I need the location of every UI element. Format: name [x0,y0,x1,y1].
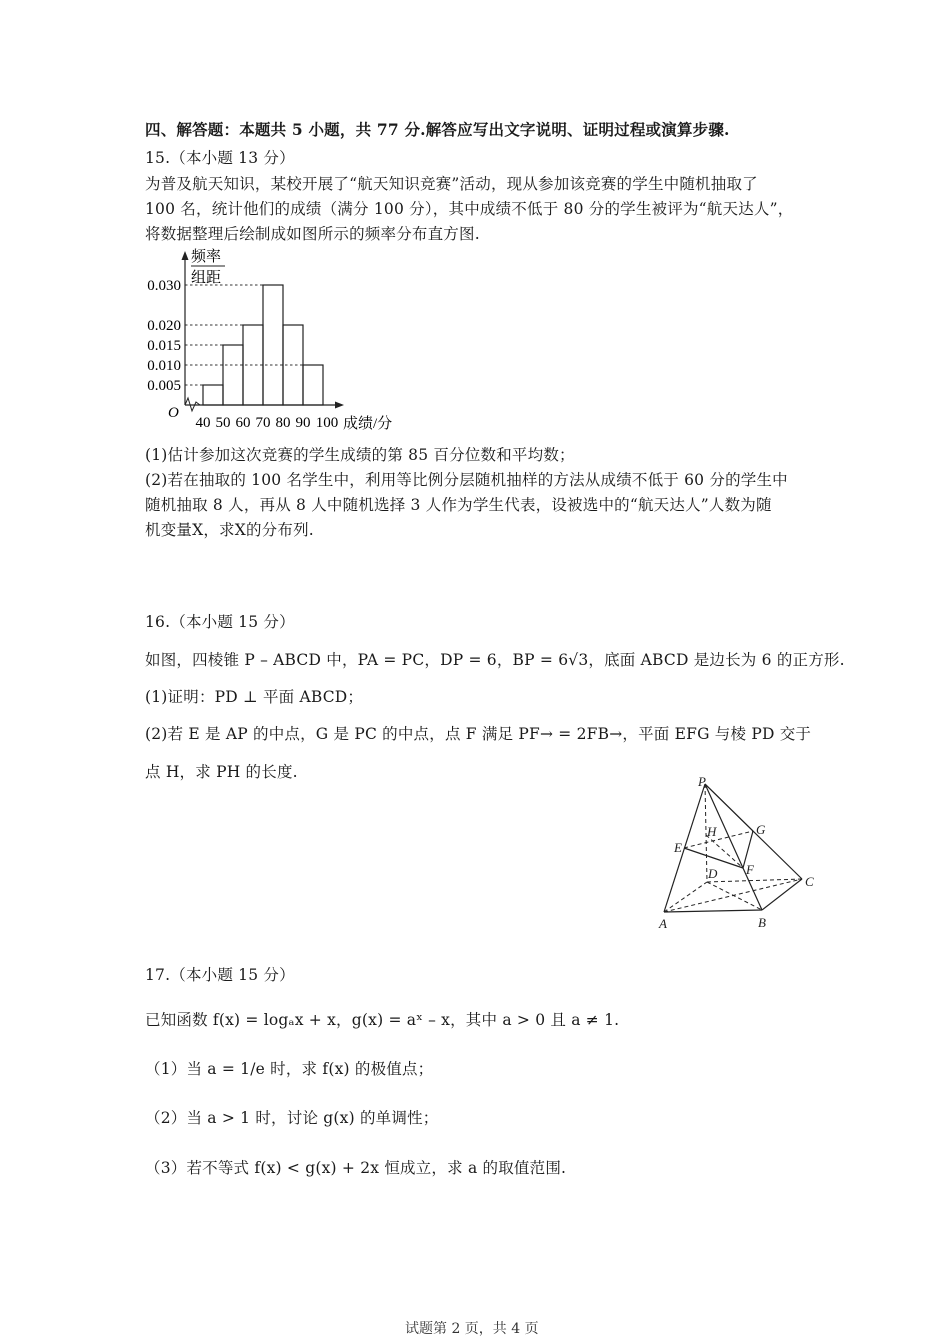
histogram-bar-40-50 [203,385,223,405]
vertex-label-e: E [674,840,682,855]
q17-number: 17.（本小题 15 分） [145,966,295,984]
histogram-bar-50-60 [223,345,243,405]
q17-part-3: （3）若不等式 f(x) < g(x) + 2x 恒成立，求 a 的取值范围. [145,1159,567,1177]
q15-body-line-2: 100 名，统计他们的成绩（满分 100 分），其中成绩不低于 80 分的学生被评为“航天达人”， [145,200,794,218]
y-tick-label: 0.015 [147,338,181,354]
x-tick-label: 80 [275,415,291,431]
y-tick-label: 0.030 [147,278,181,294]
q15-number: 15.（本小题 13 分） [145,149,295,167]
vertex-label-b: B [758,915,766,930]
x-tick-label: 70 [255,415,271,431]
histogram-bar-70-80 [263,285,283,405]
q15-part-1: (1)估计参加这次竞赛的学生成绩的第 85 百分位数和平均数； [145,446,575,464]
q16-part-1: (1)证明：PD ⊥ 平面 ABCD； [145,688,364,706]
x-axis-label: 成绩/分 [343,416,393,432]
y-tick-label: 0.010 [147,358,181,374]
q15-part-2-line-2: 随机抽取 8 人，再从 8 人中随机选择 3 人作为学生代表，设被选中的“航天达人”人数为随 [145,496,772,514]
pyramid-figure [650,772,830,937]
frequency-histogram [138,245,418,435]
x-tick-label: 40 [195,415,211,431]
x-tick-label: 100 [315,415,339,431]
q15-part-2-line-1: (2)若在抽取的 100 名学生中，利用等比例分层随机抽样的方法从成绩不低于 60 分的学生中 [145,471,788,489]
histogram-dashed-guides [185,285,303,385]
y-axis-label-numerator: 频率 [191,249,222,265]
q15-body-line-1: 为普及航天知识，某校开展了“航天知识竞赛”活动，现从参加该竞赛的学生中随机抽取了 [145,175,758,193]
x-tick-label: 50 [215,415,231,431]
y-axis-label-denominator: 组距 [191,270,222,286]
vertex-label-g: G [756,822,766,837]
vertex-label-a: A [659,916,667,931]
vertex-label-f: F [746,862,754,877]
vertex-label-p: P [698,774,706,789]
y-tick-labels [147,278,181,394]
x-tick-label: 60 [235,415,251,431]
vertex-label-h: H [707,824,717,839]
q16-number: 16.（本小题 15 分） [145,613,295,631]
y-axis-arrow [182,251,189,260]
x-tick-label: 90 [295,415,311,431]
vertex-label-d: D [708,866,718,881]
q17-part-1: （1）当 a = 1/e 时，求 f(x) 的极值点； [145,1060,434,1078]
section-header: 四、解答题：本题共 5 小题，共 77 分.解答应写出文字说明、证明过程或演算步骤. [145,120,730,139]
q15-part-2-line-3: 机变量X，求X的分布列. [145,521,314,539]
q17-part-2: （2）当 a > 1 时，讨论 g(x) 的单调性； [145,1109,439,1127]
histogram-bar-90-100 [303,365,323,405]
page-footer: 试题第 2 页，共 4 页 [405,1321,539,1337]
q16-part-2-line-2: 点 H，求 PH 的长度. [145,763,298,781]
x-tick-labels [196,415,339,431]
y-tick-label: 0.020 [147,318,181,334]
q15-body-line-3: 将数据整理后绘制成如图所示的频率分布直方图. [145,225,480,243]
q17-line-1: 已知函数 f(x) = logₐx + x，g(x) = aˣ – x，其中 a > 0 且 a ≠ 1. [145,1011,620,1029]
q16-part-2-line-1: (2)若 E 是 AP 的中点，G 是 PC 的中点，点 F 满足 PF→ = 2FB→，平面 EFG 与棱 PD 交于 [145,725,812,743]
vertex-label-c: C [805,874,814,889]
origin-label: O [168,405,179,421]
q16-line-1: 如图，四棱锥 P – ABCD 中，PA = PC，DP = 6，BP = 6√3，底面 ABCD 是边长为 6 的正方形. [145,651,845,669]
x-axis-arrow [335,402,344,409]
y-tick-label: 0.005 [147,378,181,394]
